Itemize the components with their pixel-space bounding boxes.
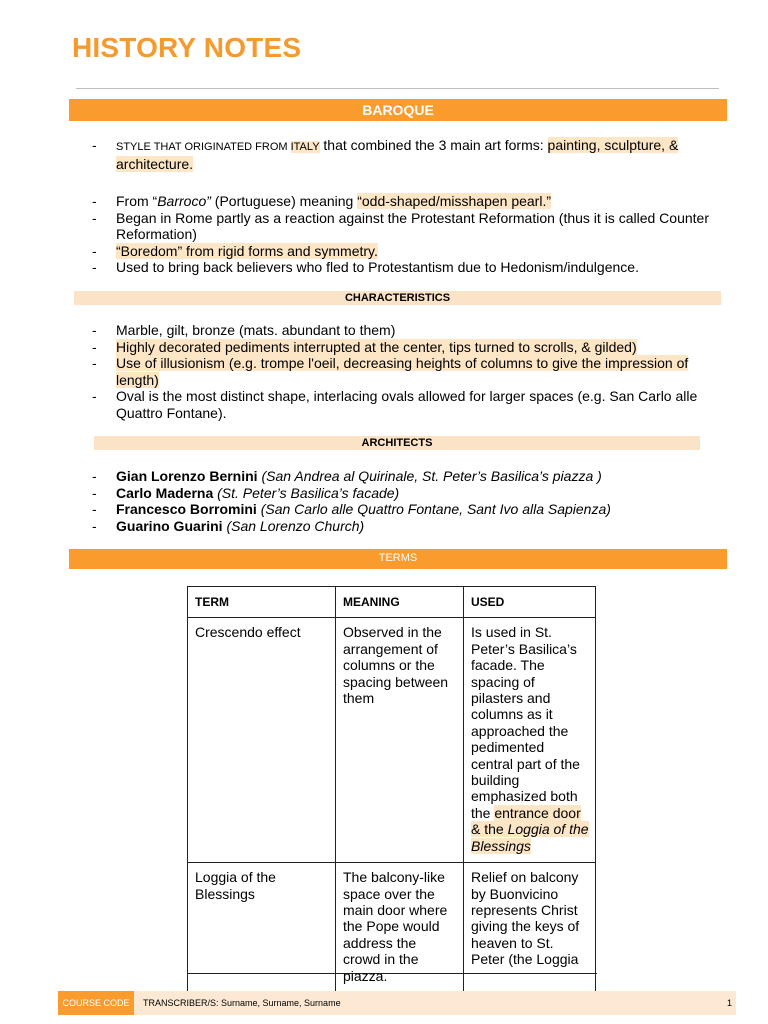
- list-item: [92, 259, 732, 276]
- illusionism-highlight: Use of illusionism (e.g. trompe l'oeil, decreasing heights of columns to give the impression of length): [116, 355, 689, 388]
- section-header-terms: [69, 549, 727, 569]
- etymology-pre: From “: [116, 193, 158, 209]
- list-item: [92, 355, 704, 388]
- table-cell-term: Loggia of the Blessings: [188, 863, 336, 993]
- title-divider: [76, 88, 719, 89]
- list-item: [92, 501, 732, 518]
- table-cell-used: [464, 618, 596, 863]
- architects-list: [92, 468, 732, 534]
- materials-text: Marble, gilt, bronze (mats. abundant to them): [116, 322, 396, 338]
- barroco-word: Barroco”: [157, 193, 211, 209]
- table-cell-meaning: Observed in the arrangement of columns or the spacing between them: [336, 618, 464, 863]
- table-cell-used: Relief on balcony by Buonvicino represents Christ giving the keys of heaven to St. Peter (the Loggia: [464, 863, 596, 993]
- entrance-door-highlight: entrance door: [494, 804, 581, 821]
- section-header-terms-label: TERMS: [378, 552, 418, 564]
- hedonism-text: Used to bring back believers who fled to Protestantism due to Hedonism/indulgence.: [116, 259, 639, 275]
- table-cell-term: Crescendo effect: [188, 618, 336, 863]
- architect-name: Guarino Guarini: [116, 517, 223, 534]
- used-text: Is used in St. Peter’s Basilica’s facade. The spacing of pilasters and columns as it approached the pedimented central part of the building emphasized both the: [471, 624, 580, 821]
- intro-list-2: [92, 193, 732, 276]
- course-code-badge: COURSE CODE: [58, 991, 134, 1015]
- list-item: [92, 339, 704, 356]
- page-title: HISTORY NOTES: [72, 32, 302, 63]
- list-item: [92, 243, 732, 260]
- section-header-characteristics-label: CHARACTERISTICS: [344, 292, 451, 304]
- list-item: [92, 193, 732, 210]
- intro-list-1: [92, 137, 702, 172]
- list-item: [92, 322, 704, 339]
- list-item: [92, 388, 704, 421]
- column-header-used: USED: [464, 587, 596, 618]
- counter-reformation-text: Began in Rome partly as a reaction against the Protestant Reformation (thus it is called Counter Reformation): [116, 209, 709, 242]
- column-header-meaning: MEANING: [336, 587, 464, 618]
- etymology-mid: (Portuguese) meaning: [210, 193, 358, 209]
- list-item: [92, 468, 732, 485]
- loggia-highlight: Loggia of the Blessings: [471, 821, 589, 854]
- section-header-baroque-label: BAROQUE: [362, 102, 434, 118]
- pearl-highlight: “odd-shaped/misshapen pearl.”: [357, 193, 551, 209]
- architect-name: Francesco Borromini: [116, 501, 257, 517]
- architect-name: Gian Lorenzo Bernini: [116, 468, 258, 484]
- section-header-architects: [94, 436, 700, 450]
- oval-text: Oval is the most distinct shape, interlacing ovals allowed for larger spaces (e.g. San Carlo alle Quattro Fontane).: [116, 388, 698, 421]
- art-forms-highlight: painting, sculpture, & architecture.: [116, 137, 679, 172]
- list-item: [92, 137, 702, 172]
- list-item: [92, 518, 732, 535]
- characteristics-list: [92, 322, 704, 421]
- table-row: [188, 618, 596, 863]
- architect-works: (San Andrea al Quirinale, St. Peter’s Basilica’s piazza ): [257, 468, 602, 484]
- transcribers-text: TRANSCRIBER/S: Surname, Surname, Surname: [143, 998, 341, 1008]
- loggia-and-highlight: & the: [471, 821, 508, 838]
- section-header-characteristics: [74, 291, 721, 305]
- italy-highlight: ITALY: [290, 141, 320, 153]
- boredom-highlight: “Boredom” from rigid forms and symmetry.: [116, 242, 378, 259]
- pediments-highlight: Highly decorated pediments interrupted at the center, tips turned to scrolls, & gilded): [116, 338, 637, 355]
- table-cell-meaning: The balcony-like space over the main door where the Pope would address the crowd in the piazza.: [336, 863, 464, 993]
- table-row: [188, 863, 596, 993]
- section-header-architects-label: ARCHITECTS: [361, 437, 433, 449]
- table-header-row: [188, 587, 596, 618]
- architect-works: (San Lorenzo Church): [222, 517, 365, 534]
- intro-origin-text: that combined the 3 main art forms:: [319, 137, 548, 153]
- terms-table-wrapper: [187, 586, 597, 984]
- architect-works: (San Carlo alle Quattro Fontane, Sant Ivo alla Sapienza): [256, 501, 611, 517]
- architect-works: (St. Peter’s Basilica’s facade): [213, 484, 400, 501]
- section-header-baroque: [69, 99, 727, 121]
- intro-origin-label: STYLE THAT ORIGINATED FROM: [116, 141, 291, 153]
- list-item: [92, 485, 732, 502]
- page-number: 1: [726, 998, 732, 1008]
- column-header-term: TERM: [188, 587, 336, 618]
- terms-table: [187, 586, 596, 993]
- list-item: [92, 210, 732, 243]
- architect-name: Carlo Maderna: [116, 484, 214, 501]
